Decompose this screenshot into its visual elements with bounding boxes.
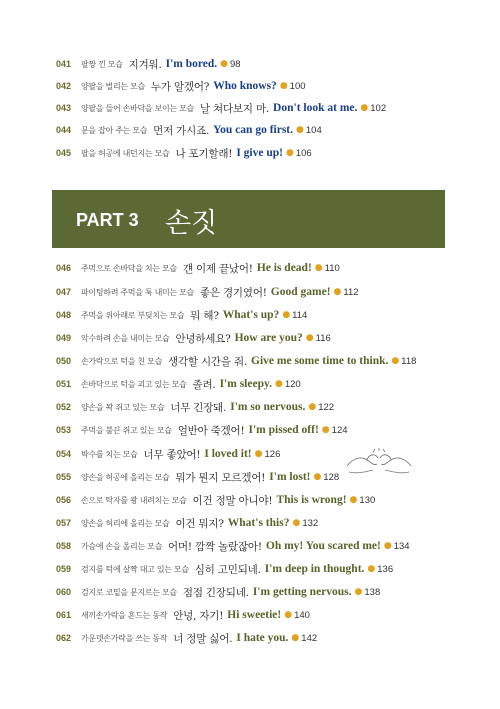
entry-page: 122 xyxy=(318,401,335,413)
entry-korean: 심히 고민되네. xyxy=(194,563,261,576)
entry-page: 98 xyxy=(230,58,241,70)
bullet-icon: ● xyxy=(284,610,293,620)
entry-gesture: 파이팅하려 주먹을 툭 내미는 모습 xyxy=(81,287,194,297)
entry-english: I'm bored. xyxy=(165,58,218,70)
entry-korean: 이건 뭐지? xyxy=(175,517,224,530)
entry-korean: 걘 이제 끝났어! xyxy=(182,262,253,275)
entry-korean: 안녕, 자기! xyxy=(173,609,224,622)
entry-gesture: 팔을 허공에 내던지는 모습 xyxy=(81,148,170,158)
entry-english: Don't look at me. xyxy=(273,102,358,114)
entry-number: 060 xyxy=(56,587,72,597)
entry-number: 055 xyxy=(56,472,72,482)
bullet-icon: ● xyxy=(220,59,229,69)
entry-korean: 나 포기할래! xyxy=(175,147,233,160)
entry-korean: 뭐 해? xyxy=(190,309,219,322)
toc-entry[interactable] xyxy=(56,536,410,556)
entry-number: 043 xyxy=(56,103,72,113)
entry-number: 058 xyxy=(56,541,72,551)
entry-number: 059 xyxy=(56,564,72,574)
entry-english: I give up! xyxy=(236,147,283,159)
entry-number: 046 xyxy=(56,263,72,273)
bullet-icon: ● xyxy=(282,310,291,320)
bullet-icon: ● xyxy=(321,425,330,435)
bullet-icon: ● xyxy=(367,564,376,574)
part-label: PART 3 xyxy=(76,210,139,230)
toc-entry[interactable] xyxy=(56,258,340,278)
entry-gesture: 문을 잡아 주는 모습 xyxy=(81,125,148,135)
bullet-icon: ● xyxy=(291,633,300,643)
entry-number: 052 xyxy=(56,402,72,412)
entry-gesture: 양손을 허리에 올리는 모습 xyxy=(81,518,170,528)
entry-page: 114 xyxy=(292,309,308,321)
entry-english: I hate you. xyxy=(236,632,289,644)
bullet-icon: ● xyxy=(308,402,317,412)
entry-page: 134 xyxy=(393,540,410,552)
entry-number: 047 xyxy=(56,287,72,297)
entry-number: 042 xyxy=(56,81,72,91)
bullet-icon: ● xyxy=(296,125,304,135)
entry-number: 053 xyxy=(56,425,72,435)
entry-english: He is dead! xyxy=(256,262,312,274)
entry-korean: 점점 긴장되네. xyxy=(182,586,249,599)
entry-english: Oh my! You scared me! xyxy=(265,540,381,552)
part-banner xyxy=(52,190,445,248)
toc-entry[interactable] xyxy=(56,54,241,74)
bullet-icon: ● xyxy=(279,81,288,91)
entry-gesture: 가슴에 손을 올리는 모습 xyxy=(81,541,163,551)
toc-entry[interactable] xyxy=(56,582,380,602)
entry-page: 126 xyxy=(264,448,281,460)
bullet-icon: ● xyxy=(354,587,363,597)
bullet-icon: ● xyxy=(333,287,342,297)
entry-page: 132 xyxy=(302,517,319,529)
entry-korean: 먼저 가시죠. xyxy=(153,124,210,137)
bullet-icon: ● xyxy=(383,541,392,551)
entry-gesture: 손가락으로 턱을 친 모습 xyxy=(81,356,163,366)
toc-entry[interactable] xyxy=(56,120,322,140)
entry-number: 044 xyxy=(56,125,72,135)
entry-page: 138 xyxy=(364,586,381,598)
entry-korean: 지겨워. xyxy=(128,58,162,71)
entry-korean: 날 쳐다보지 마. xyxy=(199,102,270,115)
entry-korean: 어머! 깜짝 놀랐잖아! xyxy=(168,540,262,553)
bullet-icon: ● xyxy=(285,148,294,158)
bullet-icon: ● xyxy=(314,263,323,273)
entry-english: I'm sleepy. xyxy=(219,378,272,390)
entry-gesture: 악수하려 손을 내미는 모습 xyxy=(81,333,170,343)
toc-entry[interactable] xyxy=(56,513,318,533)
clapping-hands-icon xyxy=(343,448,415,478)
toc-entry[interactable] xyxy=(56,605,310,625)
toc-entry[interactable] xyxy=(56,397,334,417)
toc-entry[interactable] xyxy=(56,628,317,648)
entry-page: 118 xyxy=(401,355,417,367)
bullet-icon: ● xyxy=(313,472,322,482)
entry-english: Hi sweetie! xyxy=(227,609,282,621)
entry-gesture: 손으로 탁자를 쾅 내려치는 모습 xyxy=(81,495,187,505)
entry-english: I'm getting nervous. xyxy=(252,586,352,598)
entry-page: 128 xyxy=(323,471,340,483)
toc-entry[interactable] xyxy=(56,374,301,394)
entry-english: This is wrong! xyxy=(276,494,347,506)
entry-gesture: 주먹을 불끈 쥐고 있는 모습 xyxy=(81,425,172,435)
entry-gesture: 새끼손가락을 흔드는 동작 xyxy=(81,610,168,620)
entry-gesture: 박수를 치는 모습 xyxy=(81,449,138,459)
toc-entry[interactable] xyxy=(56,444,280,464)
entry-korean: 누가 알겠어? xyxy=(150,80,210,93)
entry-page: 124 xyxy=(331,424,348,436)
entry-korean: 얼반아 죽겠어! xyxy=(177,424,245,437)
entry-korean: 좋은 경기였어! xyxy=(199,286,267,299)
entry-english: Good game! xyxy=(270,286,331,298)
entry-korean: 뭐가 뭔지 모르겠어! xyxy=(175,471,266,484)
entry-page: 112 xyxy=(343,286,359,298)
toc-entry[interactable] xyxy=(56,351,416,371)
entry-page: 110 xyxy=(324,262,340,274)
entry-gesture: 검지를 턱에 살짝 대고 있는 모습 xyxy=(81,564,189,574)
entry-gesture: 양팔을 벌리는 모습 xyxy=(81,81,145,91)
entry-korean: 안녕하세요? xyxy=(175,332,231,345)
entry-number: 041 xyxy=(56,59,72,69)
entry-gesture: 팔짱 낀 모습 xyxy=(81,59,123,69)
entry-english: I loved it! xyxy=(204,448,252,460)
toc-entry[interactable] xyxy=(56,282,359,302)
entry-korean: 너무 긴장돼. xyxy=(170,401,227,414)
entry-korean: 너 정말 싫어. xyxy=(173,632,233,645)
entry-gesture: 양손을 허공에 올리는 모습 xyxy=(81,472,170,482)
entry-number: 056 xyxy=(56,495,72,505)
entry-korean: 생각할 시간을 줘. xyxy=(168,355,248,368)
bullet-icon: ● xyxy=(305,333,314,343)
entry-gesture: 주먹으로 손바닥을 치는 모습 xyxy=(81,263,177,273)
entry-korean: 졸려. xyxy=(192,378,216,391)
toc-entry[interactable] xyxy=(56,143,312,163)
entry-page: 102 xyxy=(370,102,387,114)
bullet-icon: ● xyxy=(349,495,358,505)
entry-english: What's this? xyxy=(227,517,290,529)
bullet-icon: ● xyxy=(274,379,283,389)
entry-english: How are you? xyxy=(234,332,303,344)
entry-english: I'm so nervous. xyxy=(230,401,306,413)
toc-entry[interactable] xyxy=(56,76,306,96)
entry-gesture: 검지로 코밑을 문지르는 모습 xyxy=(81,587,177,597)
toc-entry[interactable] xyxy=(56,490,375,510)
part-title: 손짓 xyxy=(165,208,218,239)
entry-english: I'm pissed off! xyxy=(248,424,319,436)
entry-gesture: 양손을 꽉 쥐고 있는 모습 xyxy=(81,402,165,412)
entry-page: 104 xyxy=(305,124,322,136)
entry-number: 057 xyxy=(56,518,72,528)
bullet-icon: ● xyxy=(292,518,301,528)
entry-page: 106 xyxy=(295,147,312,159)
bullet-icon: ● xyxy=(391,356,400,366)
entry-gesture: 손바닥으로 턱을 괴고 있는 모습 xyxy=(81,379,187,389)
entry-page: 142 xyxy=(301,632,318,644)
toc-entry[interactable] xyxy=(56,467,339,487)
entry-number: 045 xyxy=(56,148,72,158)
entry-english: You can go first. xyxy=(213,124,294,136)
entry-page: 100 xyxy=(289,80,306,92)
entry-page: 136 xyxy=(377,563,394,575)
entry-page: 140 xyxy=(294,609,310,621)
entry-page: 116 xyxy=(315,332,331,344)
entry-number: 051 xyxy=(56,379,72,389)
entry-gesture: 가운뎃손가락을 쓰는 동작 xyxy=(81,633,168,643)
toc-entry[interactable] xyxy=(56,559,393,579)
entry-number: 049 xyxy=(56,333,72,343)
entry-english: Who knows? xyxy=(213,80,277,92)
entry-number: 050 xyxy=(56,356,72,366)
entry-page: 130 xyxy=(359,494,376,506)
toc-entry[interactable] xyxy=(56,98,386,118)
entry-number: 054 xyxy=(56,449,72,459)
entry-number: 048 xyxy=(56,310,72,320)
entry-gesture: 주먹을 위아래로 부딪치는 모습 xyxy=(81,310,185,320)
entry-korean: 너무 좋았어! xyxy=(143,448,201,461)
entry-english: I'm deep in thought. xyxy=(264,563,365,575)
toc-entry[interactable] xyxy=(56,420,348,440)
toc-entry[interactable] xyxy=(56,305,307,325)
entry-number: 061 xyxy=(56,610,72,620)
entry-korean: 이건 정말 아니야! xyxy=(192,494,273,507)
entry-english: I'm lost! xyxy=(269,471,311,483)
toc-entry[interactable] xyxy=(56,328,331,348)
bullet-icon: ● xyxy=(254,449,263,459)
entry-english: Give me some time to think. xyxy=(251,355,389,367)
bullet-icon: ● xyxy=(360,103,369,113)
entry-english: What's up? xyxy=(222,309,280,321)
entry-page: 120 xyxy=(284,378,301,390)
entry-number: 062 xyxy=(56,633,72,643)
entry-gesture: 양팔을 들어 손바닥을 보이는 모습 xyxy=(81,103,194,113)
